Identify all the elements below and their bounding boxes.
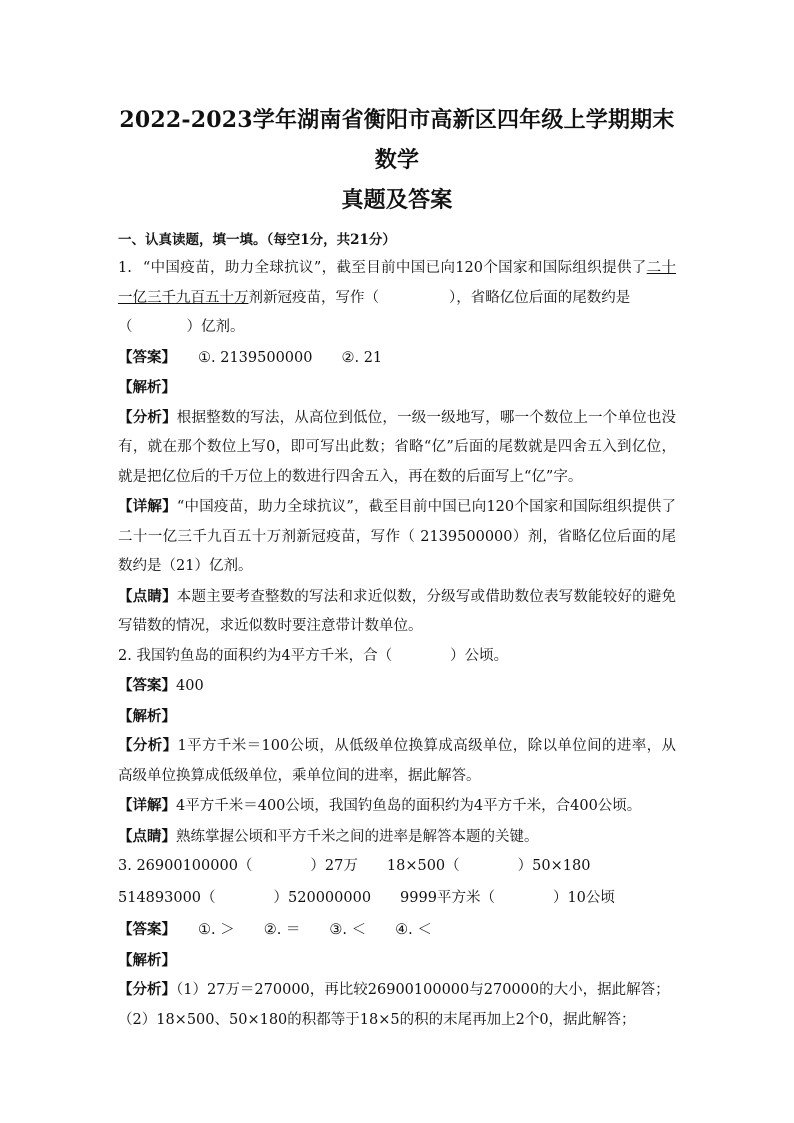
answer-tag: 【答案】 <box>118 921 176 938</box>
comment-text: 本题主要考查整数的写法和求近似数，分级写或借助数位表写数能较好的避免写错数的情况，求近似数时要注意带计数单位。 <box>118 588 677 634</box>
document-page <box>118 95 676 1035</box>
jiexi-heading: 【解析】 <box>118 707 176 725</box>
question-text: “中国疫苗，助力全球抗议”，截至目前中国已向120个国家和国际组织提供了 <box>142 260 647 276</box>
question-text: 3. 26900100000（ ）27万 18×500（ ）50×180 <box>118 858 591 874</box>
document-title-line2: 真题及答案 <box>341 187 453 213</box>
analysis-text: 根据整数的写法，从高位到低位，一级一级地写，哪一个数位上一个单位也没有，就在那个数位上写0，即可写出此数；省略“亿”后面的尾数就是四舍五入到亿位，就是把亿位后的千万位上的数进行四舍五入，再在数的后面写上“亿”字。 <box>118 409 677 485</box>
question-3-row-2 <box>118 884 676 914</box>
question-2: 2. 我国钓鱼岛的面积约为4平方千米，合（ ）公顷。 <box>118 647 509 664</box>
answer-line <box>118 915 676 946</box>
question-text: 514893000（ ）520000000 9999平方米（ ）10公顷 <box>118 889 615 906</box>
question-1 <box>118 254 676 343</box>
answer-line <box>118 671 676 702</box>
question-number: 1. <box>118 260 132 276</box>
question-3-row-1 <box>118 852 676 882</box>
jiexi-heading: 【解析】 <box>118 951 176 969</box>
detail-tag: 【详解】 <box>118 797 176 814</box>
question-text: ）亿剂。 <box>186 319 245 335</box>
analysis-paragraph-2: （2）18×500、50×180的积都等于18×5的积的末尾再加上2个0，据此解答； <box>118 1011 636 1028</box>
analysis-tag: 【分析】 <box>118 408 177 426</box>
comment-text: 熟练掌握公顷和平方千米之间的进率是解答本题的关键。 <box>176 828 539 845</box>
comment-paragraph <box>118 822 676 853</box>
answer-tag: 【答案】 <box>118 677 176 694</box>
detail-text: “中国疫苗，助力全球抗议”，截至目前中国已向120个国家和国际组织提供了二十一亿三千九百五十万剂新冠疫苗，写作（ 2139500000）剂，省略亿位后面的尾数约是（21）亿剂。 <box>118 499 677 574</box>
answer-text: 400 <box>176 678 204 694</box>
comment-paragraph <box>118 582 676 642</box>
jiexi-heading: 【解析】 <box>118 379 176 396</box>
question-text: （ <box>118 319 133 335</box>
analysis-tag: 【分析】 <box>118 737 178 754</box>
detail-paragraph <box>118 492 676 582</box>
detail-text: 4平方千米＝400公顷，我国钓鱼岛的面积约为4平方千米，合400公顷。 <box>176 798 642 814</box>
analysis-paragraph <box>118 975 676 1006</box>
answer-line <box>118 343 676 374</box>
analysis-text: 1平方千米＝100公顷，从低级单位换算成高级单位，除以单位间的进率，从高级单位换算成低级单位，乘单位间的进率，据此解答。 <box>118 738 676 784</box>
analysis-paragraph <box>118 403 676 493</box>
answer-text: ①. 2139500000 ②. 21 <box>198 349 383 366</box>
detail-tag: 【详解】 <box>118 498 177 515</box>
section-heading: 一、认真读题，填一填。（每空1分，共21分） <box>118 232 396 248</box>
answer-tag: 【答案】 <box>118 348 176 366</box>
document-title-line1: 2022-2023学年湖南省衡阳市高新区四年级上学期期末数学 <box>119 107 675 173</box>
analysis-text: （1）27万＝270000，再比较26900100000与270000的大小，据此解答； <box>176 982 670 998</box>
comment-tag: 【点睛】 <box>118 827 176 845</box>
comment-tag: 【点睛】 <box>118 587 177 605</box>
detail-paragraph <box>118 791 676 822</box>
question-text: ），省略亿位后面的尾数约是 <box>449 289 631 306</box>
analysis-tag: 【分析】 <box>118 981 176 998</box>
underlined-number: 三千九百五十万 <box>147 289 249 306</box>
answer-text: ①. ＞ ②. ＝ ③. ＜ ④. ＜ <box>198 922 432 938</box>
question-text: 剂新冠疫苗，写作（ <box>248 289 379 306</box>
analysis-paragraph <box>118 731 676 791</box>
underlined-number: 二十一亿 <box>118 260 677 306</box>
